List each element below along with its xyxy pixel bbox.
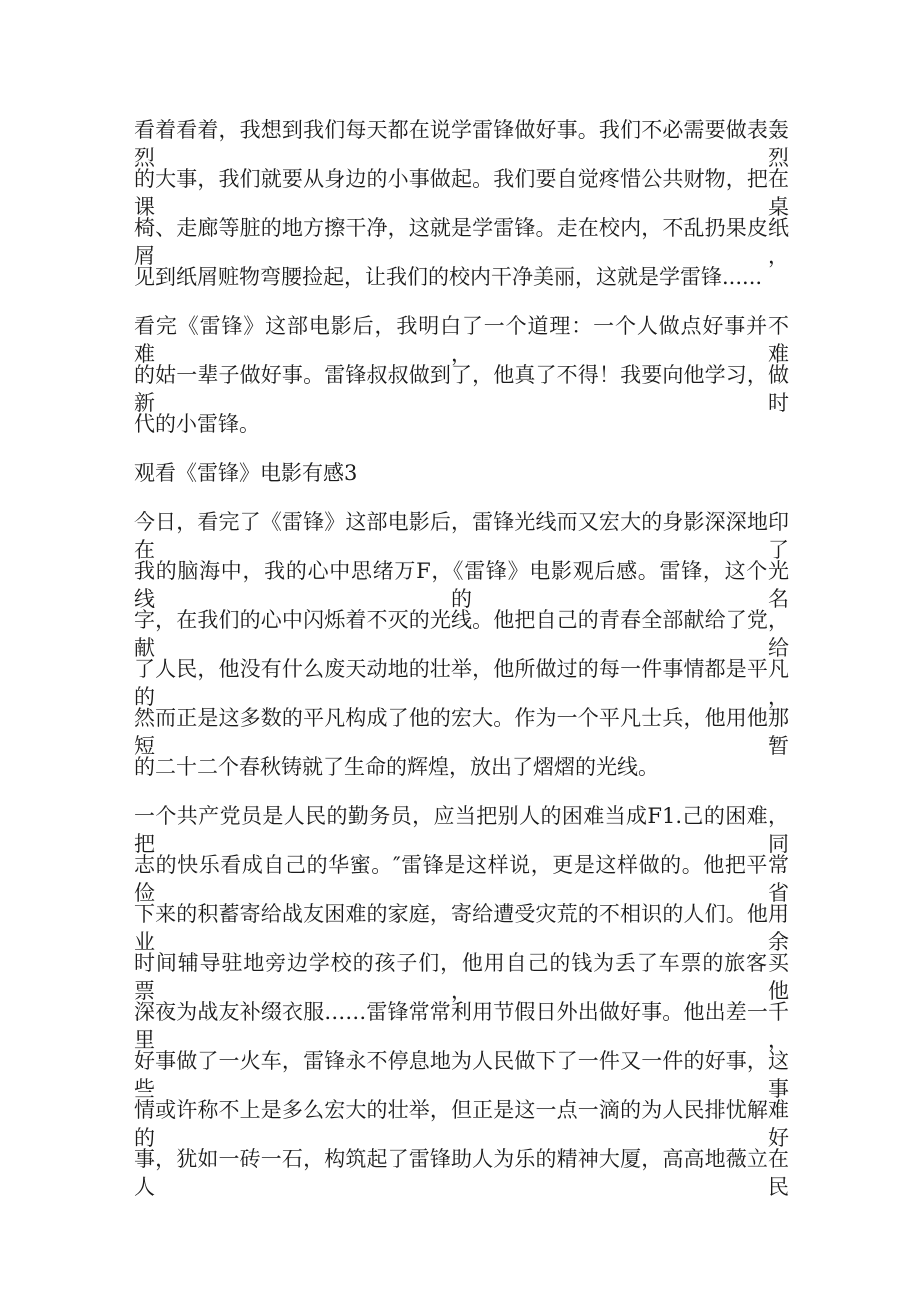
paragraph-line: 然而正是这多数的平凡构成了他的宏大。作为一个平凡士兵，他用他那短暂 [134, 706, 789, 758]
paragraph-line: 我的脑海中，我的心中思绪万F，《雷锋》电影观后感。雷锋，这个光线的名 [134, 559, 789, 611]
paragraph-line: 今日，看完了《雷锋》这部电影后，雷锋光线而又宏大的身影深深地印在了 [134, 510, 789, 562]
paragraph-line: 看着看着，我想到我们每天都在说学雷锋做好事。我们不必需要做表轰烈烈 [134, 118, 789, 170]
paragraph-line: 一个共产党员是人民的勤务员，应当把别人的困难当成F1.己的困难，把同 [134, 804, 789, 856]
paragraph-line: 深夜为战友补缀衣服……雷锋常常利用节假日外出做好事。他出差一千里， [134, 1000, 789, 1052]
paragraph-line: 字，在我们的心中闪烁着不灭的光线。他把自己的青春全部献给了党，献给 [134, 608, 789, 660]
section-heading: 观看《雷锋》电影有感3 [134, 461, 358, 485]
paragraph-line: 的姑一辈子做好事。雷锋叔叔做到了，他真了不得！我要向他学习，做新时 [134, 363, 789, 415]
paragraph-line: 事，犹如一砖一石，构筑起了雷锋助人为乐的精神大厦，高高地薇立在人民 [134, 1147, 789, 1199]
paragraph-line: 时间辅导驻地旁边学校的孩子们，他用自己的钱为丢了车票的旅客买票，他 [134, 951, 789, 1003]
paragraph-line: 的大事，我们就要从身边的小事做起。我们要自觉疼惜公共财物，把在课桌 [134, 167, 789, 219]
paragraph-line: 的二十二个春秋铸就了生命的辉煌，放出了熠熠的光线。 [134, 755, 659, 779]
paragraph-line: 椅、走廊等脏的地方擦干净，这就是学雷锋。走在校内，不乱扔果皮纸屑， [134, 216, 789, 268]
paragraph-line: 下来的积蓄寄给战友困难的家庭，寄给遭受灾荒的不相识的人们。他用业余 [134, 902, 789, 954]
paragraph-line: 了人民，他没有什么废天动地的壮举，他所做过的每一件事情都是平凡的， [134, 657, 789, 709]
paragraph-line: 志的快乐看成自己的华蜜。″雷锋是这样说，更是这样做的。他把平常俭省 [134, 853, 789, 905]
paragraph-line: 情或许称不上是多么宏大的壮举，但正是这一点一滴的为人民排忧解难的好 [134, 1098, 789, 1150]
paragraph-line: 见到纸屑赃物弯腰捡起，让我们的校内干净美丽，这就是学雷锋...... [134, 265, 763, 289]
paragraph-line: 好事做了一火车，雷锋永不停息地为人民做下了一件又一件的好事，这些事 [134, 1049, 789, 1101]
paragraph-line: 看完《雷锋》这部电影后，我明白了一个道理：一个人做点好事并不难，难 [134, 314, 789, 366]
paragraph-line: 代的小雷锋。 [134, 412, 260, 436]
